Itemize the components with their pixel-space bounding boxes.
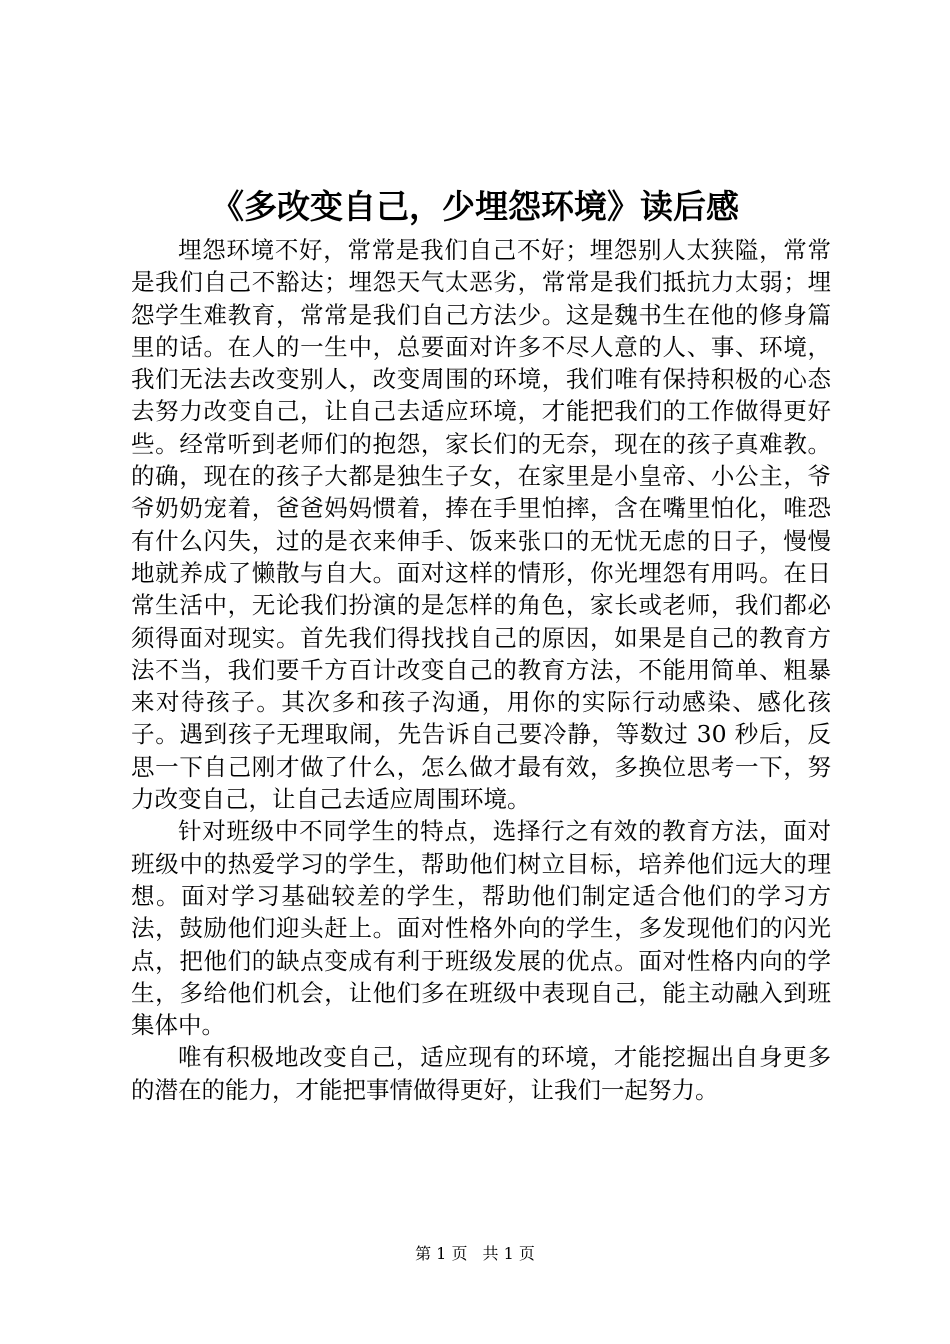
page-footer [0, 1242, 950, 1266]
body-paragraph-3: 唯有积极地改变自己，适应现有的环境，才能挖掘出自身更多的潜在的能力，才能把事情做得更好，让我们一起努力。 [131, 1043, 831, 1104]
body-paragraph-1: 埋怨环境不好，常常是我们自己不好；埋怨别人太狭隘，常常是我们自己不豁达；埋怨天气太恶劣，常常是我们抵抗力太弱；埋怨学生难教育，常常是我们自己方法少。这是魏书生在他的修身篇里的话。在人的一生中，总要面对许多不尽人意的人、事、环境，我们无法去改变别人，改变周围的环境，我们唯有保持积极的心态去努力改变自己，让自己去适应环境，才能把我们的工作做得更好些。经常听到老师们的抱怨，家长们的无奈，现在的孩子真难教。的确，现在的孩子大都是独生子女，在家里是小皇帝、小公主，爷爷奶奶宠着，爸爸妈妈惯着，捧在手里怕摔，含在嘴里怕化，唯恐有什么闪失，过的是衣来伸手、饭来张口的无忧无虑的日子，慢慢地就养成了懒散与自大。面对这样的情形，你光埋怨有用吗。在日常生活中，无论我们扮演的是怎样的角色，家长或老师，我们都必须得面对现实。首先我们得找找自己的原因，如果是自己的教育方法不当，我们要千方百计改变自己的教育方法，不能用简单、粗暴来对待孩子。其次多和孩子沟通，用你的实际行动感染、感化孩子。遇到孩子无理取闹，先告诉自己要冷静，等数过 30 秒后，反思一下自己刚才做了什么，怎么做才最有效，多换位思考一下，努力改变自己，让自己去适应周围环境。 [131, 236, 831, 814]
document-title: 《多改变自己，少埋怨环境》读后感 [211, 187, 739, 226]
document-body [131, 234, 831, 1106]
page-total: 共 1 页 [482, 1244, 535, 1263]
page-number: 第 1 页 [415, 1244, 468, 1263]
body-paragraph-2: 针对班级中不同学生的特点，选择行之有效的教育方法，面对班级中的热爱学习的学生，帮助他们树立目标，培养他们远大的理想。面对学习基础较差的学生，帮助他们制定适合他们的学习方法，鼓励他们迎头赶上。面对性格外向的学生，多发现他们的闪光点，把他们的缺点变成有利于班级发展的优点。面对性格内向的学生，多给他们机会，让他们多在班级中表现自己，能主动融入到班集体中。 [131, 817, 831, 1040]
